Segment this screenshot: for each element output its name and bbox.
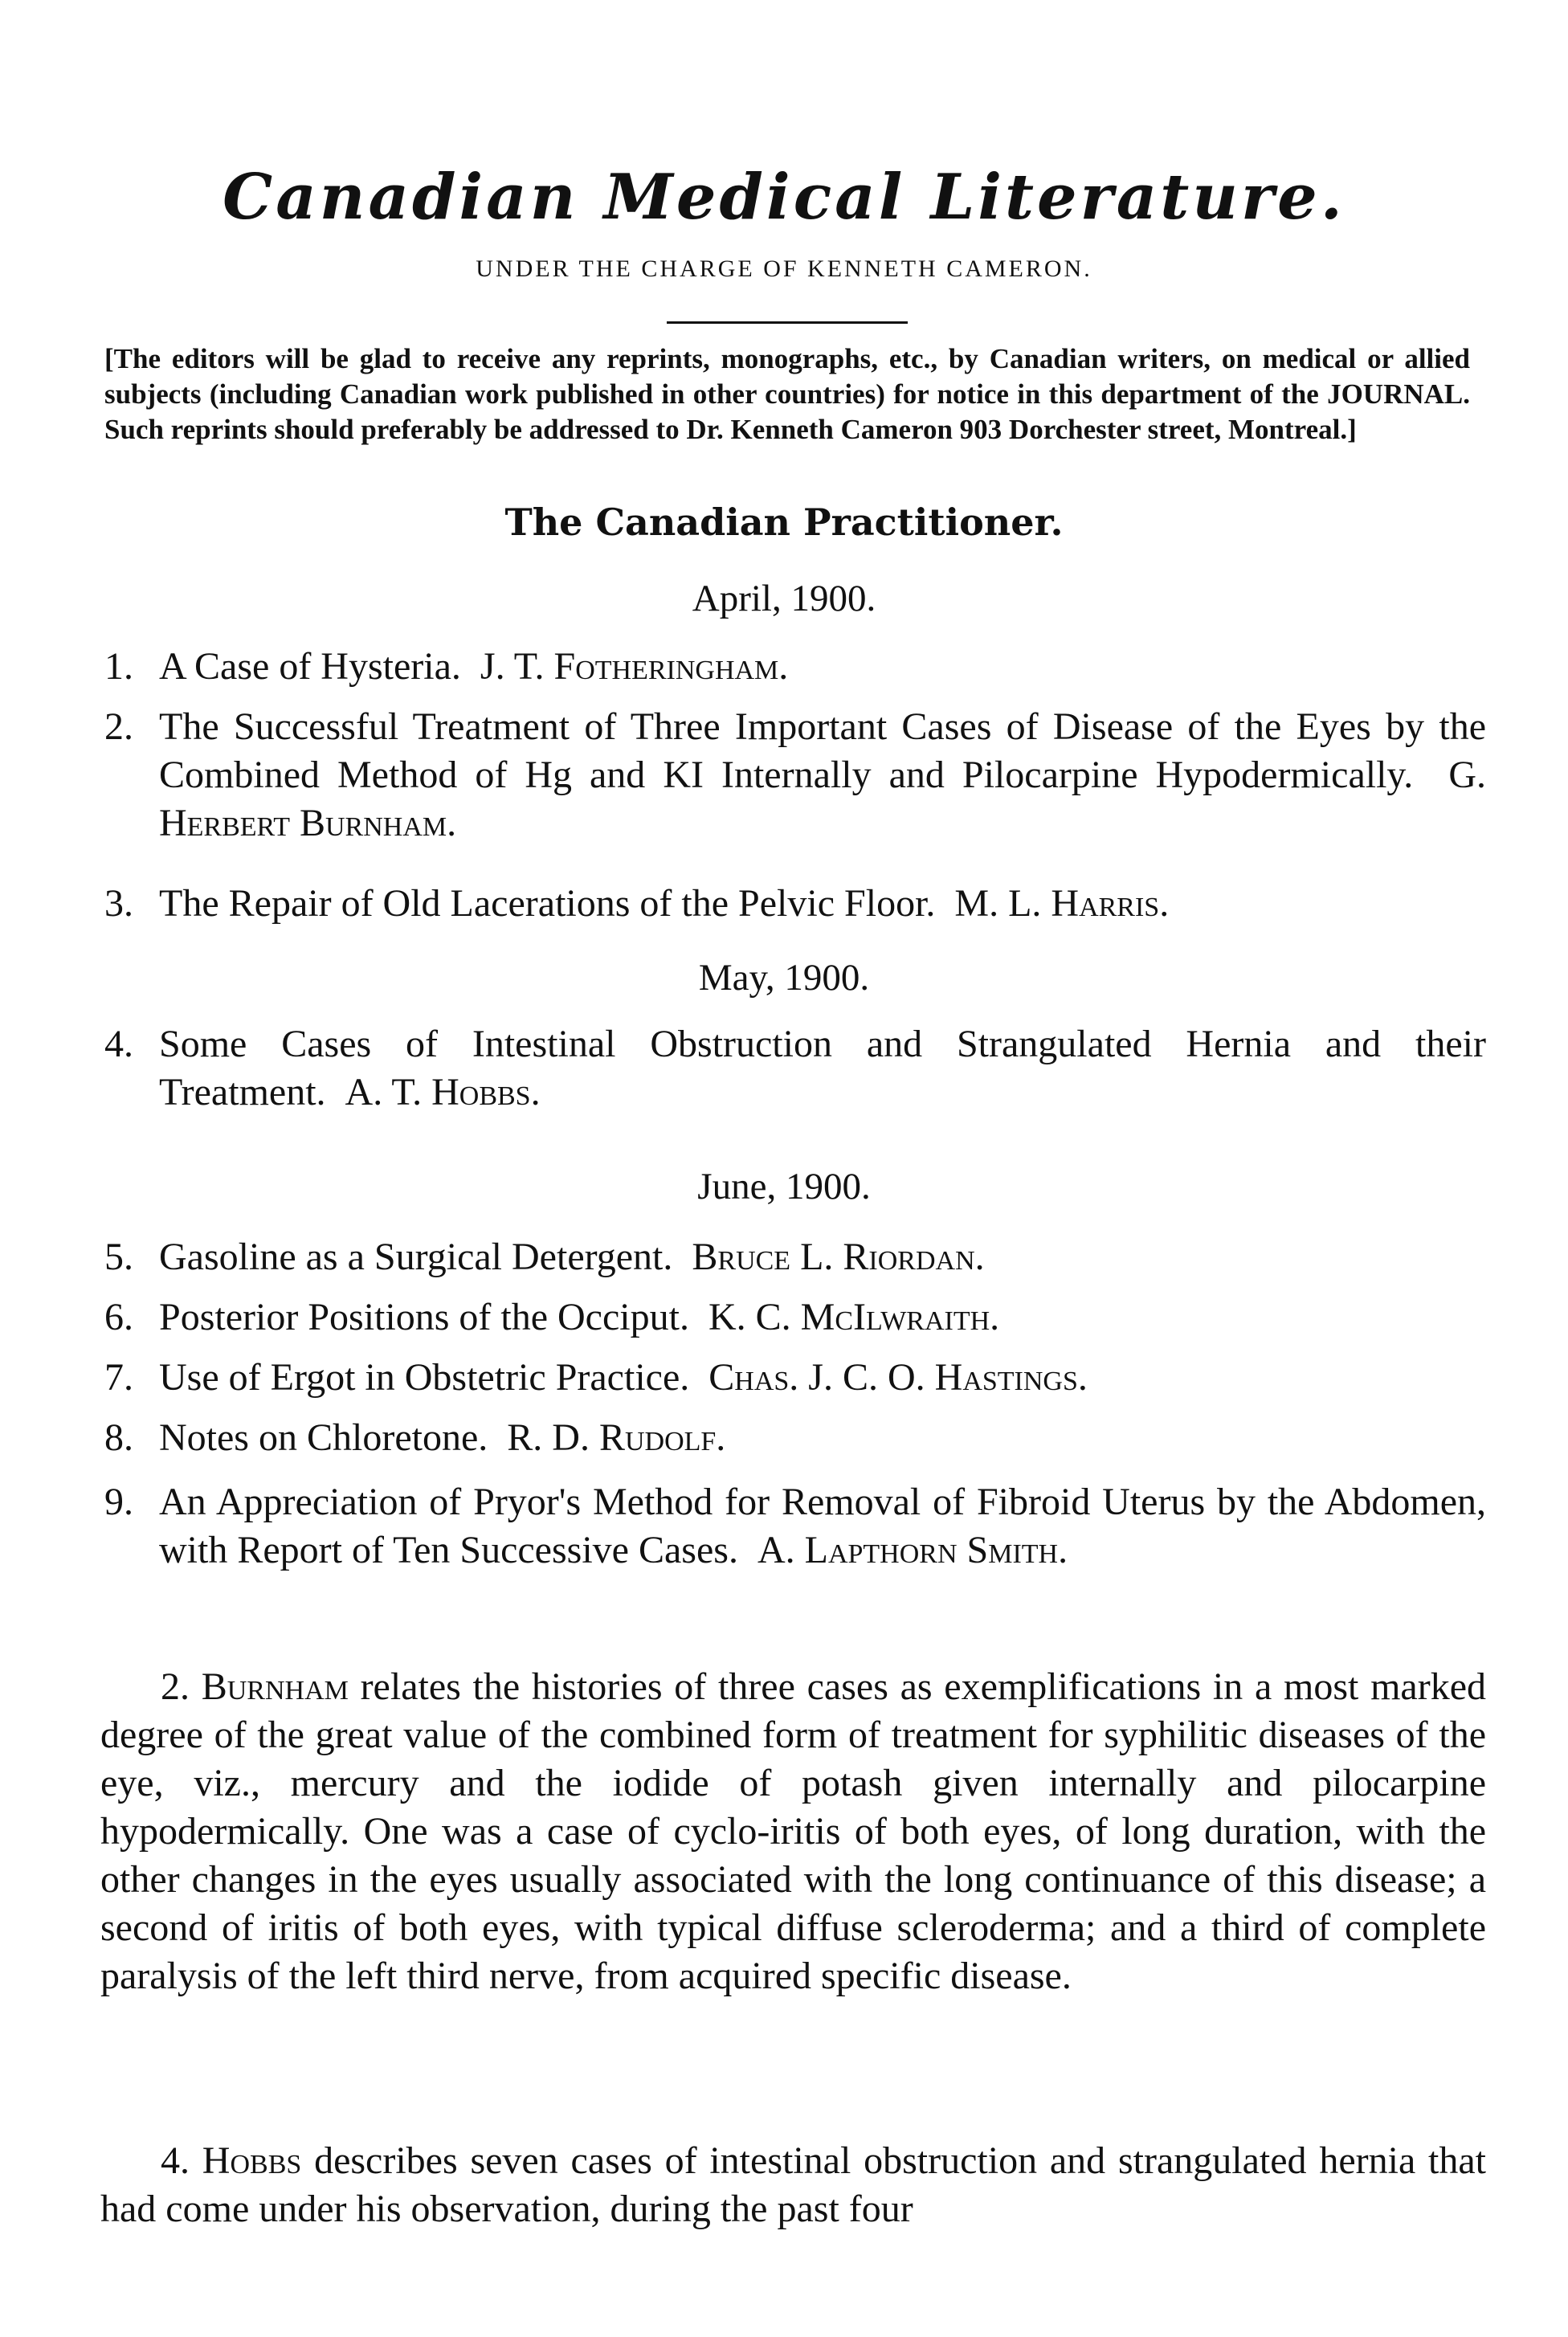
- entry-number: 8.: [104, 1416, 133, 1459]
- issue-date-may: May, 1900.: [698, 957, 870, 999]
- entry-author: A. Lapthorn Smith.: [757, 1529, 1068, 1571]
- entry-author: Bruce L. Riordan.: [692, 1236, 985, 1278]
- paragraph-author: Hobbs: [202, 2139, 302, 2182]
- entry-title: Posterior Positions of the Occiput.: [159, 1296, 689, 1338]
- entry-number: 2.: [104, 705, 133, 748]
- list-item: [104, 1414, 1486, 1462]
- paragraph-text: relates the histories of three cases as exemplifications in a most marked degree of the great value of the combined form of treatment for syphilitic diseases of the eye, viz., mercury and the iodide of potash given internally and pilocarpine hypodermically. One was a case of cyclo-iritis of both eyes, of long duration, with the other changes in the eyes usually associated with the long continuance of this disease; a second of iritis of both eyes, with typical diffuse scleroderma; and a third of complete paralysis of the left third nerve, from acquired specific disease.: [100, 1665, 1486, 1997]
- entry-number: 3.: [104, 882, 133, 925]
- entry-author: G. Herbert Burnham.: [159, 754, 1487, 844]
- entry-number: 5.: [104, 1236, 133, 1278]
- entry-title: Gasoline as a Surgical Detergent.: [159, 1236, 673, 1278]
- entry-title: Notes on Chloretone.: [159, 1416, 488, 1459]
- entry-number: 9.: [104, 1481, 133, 1523]
- section-subtitle: UNDER THE CHARGE OF KENNETH CAMERON.: [476, 255, 1092, 282]
- entry-number: 6.: [104, 1296, 133, 1338]
- entry-number: 4.: [104, 1023, 133, 1065]
- list-item: [104, 703, 1486, 848]
- paragraph-lead: 2.: [161, 1665, 202, 1708]
- entry-number: 1.: [104, 645, 133, 688]
- paragraph-lead: 4.: [161, 2139, 202, 2182]
- editor-note: [The editors will be glad to receive any reprints, monographs, etc., by Canadian writers, on medical or allied subjects (including Canadian work published in other countries) for notice in this department of the JOURNAL. Such reprints should preferably be addressed to Dr. Kenneth Cameron 903 Dorchester street, Montreal.]: [104, 343, 1470, 445]
- entry-author: J. T. Fotheringham.: [480, 645, 789, 688]
- entry-author: M. L. Harris.: [954, 882, 1170, 925]
- list-item: [104, 1020, 1486, 1117]
- section-title: Canadian Medical Literature.: [223, 161, 1345, 234]
- entry-title: A Case of Hysteria.: [159, 645, 461, 688]
- journal-name: The Canadian Practitioner.: [504, 500, 1064, 544]
- paragraph-author: Burnham: [201, 1665, 349, 1708]
- list-item: [104, 880, 1486, 928]
- list-item: [104, 1354, 1486, 1402]
- entry-author: R. D. Rudolf.: [507, 1416, 726, 1459]
- entry-title: The Successful Treatment of Three Important Cases of Disease of the Eyes by the Combined Method of Hg and KI Internally and Pilocarpine Hypodermically.: [159, 705, 1486, 796]
- list-item: [104, 643, 1486, 691]
- divider-rule: [667, 321, 908, 324]
- entry-title: The Repair of Old Lacerations of the Pelvic Floor.: [159, 882, 936, 925]
- entry-number: 7.: [104, 1356, 133, 1399]
- entry-title: An Appreciation of Pryor's Method for Removal of Fibroid Uterus by the Abdomen, with Report of Ten Successive Cases.: [159, 1481, 1486, 1571]
- issue-date-april: April, 1900.: [692, 578, 876, 619]
- paragraph-text: describes seven cases of intestinal obstruction and strangulated hernia that had come under his observation, during the past four: [100, 2139, 1487, 2230]
- abstract-paragraph: [100, 2137, 1486, 2233]
- entry-author: A. T. Hobbs.: [345, 1071, 541, 1113]
- issue-date-june: June, 1900.: [697, 1166, 871, 1207]
- list-item: [104, 1233, 1486, 1281]
- list-item: [104, 1293, 1486, 1342]
- entry-author: Chas. J. C. O. Hastings.: [708, 1356, 1088, 1399]
- entry-title: Use of Ergot in Obstetric Practice.: [159, 1356, 690, 1399]
- entry-title: Some Cases of Intestinal Obstruction and Strangulated Hernia and their Treatment.: [159, 1023, 1486, 1113]
- entry-author: K. C. McIlwraith.: [708, 1296, 1000, 1338]
- abstract-paragraph: [100, 1663, 1486, 2000]
- list-item: [104, 1478, 1486, 1575]
